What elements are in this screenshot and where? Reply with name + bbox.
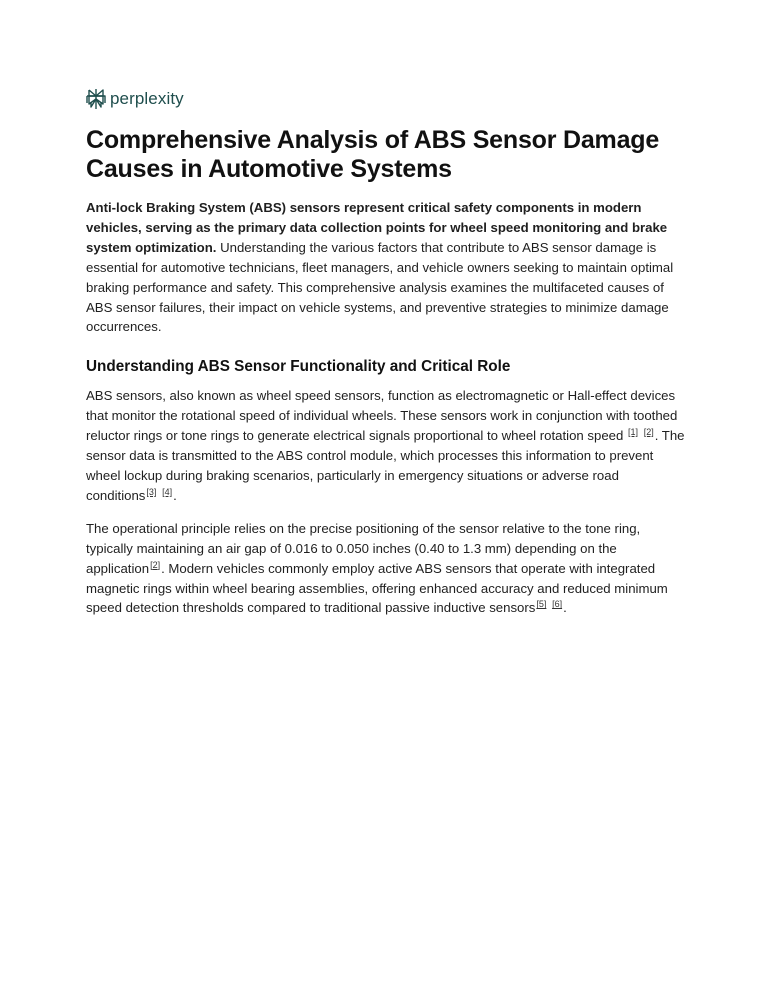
citation-link[interactable]: [5] bbox=[536, 599, 547, 610]
intro-paragraph bbox=[86, 198, 686, 337]
paragraph-text: . bbox=[173, 487, 177, 503]
section-heading: Understanding ABS Sensor Functionality and Critical Role bbox=[86, 358, 511, 376]
perplexity-logo-icon bbox=[86, 88, 106, 110]
paragraph-text: . bbox=[563, 600, 567, 616]
paragraph-text: The operational principle relies on the precise positioning of the sensor relative to the tone ring, typically maintaining an air gap of 0.016 to 0.050 inches (0.40 to 1.3 mm) depending on the application bbox=[86, 520, 641, 576]
citation-link[interactable]: [6] bbox=[552, 599, 563, 610]
citation-link[interactable]: [2] bbox=[150, 559, 161, 570]
paragraph-text: . Modern vehicles commonly employ active ABS sensors that operate with integrated magnetic rings within wheel bearing assemblies, offering enhanced accuracy and reduced minimum speed detection thresholds compared to traditional passive inductive sensors bbox=[86, 560, 668, 616]
brand-name: perplexity bbox=[110, 89, 184, 108]
paragraph-text: ABS sensors, also known as wheel speed sensors, function as electromagnetic or Hall-effect devices that monitor the rotational speed of individual wheels. These sensors work in conjunction with toothed reluctor rings or tone rings to generate electrical signals proportional to wheel rotation speed bbox=[86, 388, 678, 444]
citation-link[interactable]: [3] bbox=[146, 486, 157, 497]
section-paragraph-2 bbox=[86, 519, 686, 619]
paragraph-text: . The sensor data is transmitted to the ABS control module, which processes this information to prevent wheel lockup during braking scenarios, particularly in emergency situations or adverse road conditions bbox=[86, 428, 685, 503]
section-paragraph-1 bbox=[86, 386, 686, 505]
intro-text: Understanding the various factors that contribute to ABS sensor damage is essential for automotive technicians, fleet managers, and vehicle owners seeking to maintain optimal braking performance and safety. This comprehensive analysis examines the multifaceted causes of ABS sensor failures, their impact on vehicle systems, and preventive strategies to minimize damage occurrences. bbox=[86, 239, 674, 335]
brand-logo[interactable] bbox=[86, 88, 184, 110]
citation-link[interactable]: [2] bbox=[643, 427, 654, 438]
page-title: Comprehensive Analysis of ABS Sensor Damage Causes in Automotive Systems bbox=[86, 126, 660, 183]
intro-bold-lead: Anti-lock Braking System (ABS) sensors represent critical safety components in modern vehicles, serving as the primary data collection points for wheel speed monitoring and brake system optimization. bbox=[86, 200, 668, 255]
citation-link[interactable]: [4] bbox=[162, 486, 173, 497]
citation-link[interactable]: [1] bbox=[628, 427, 639, 438]
article bbox=[86, 126, 686, 618]
